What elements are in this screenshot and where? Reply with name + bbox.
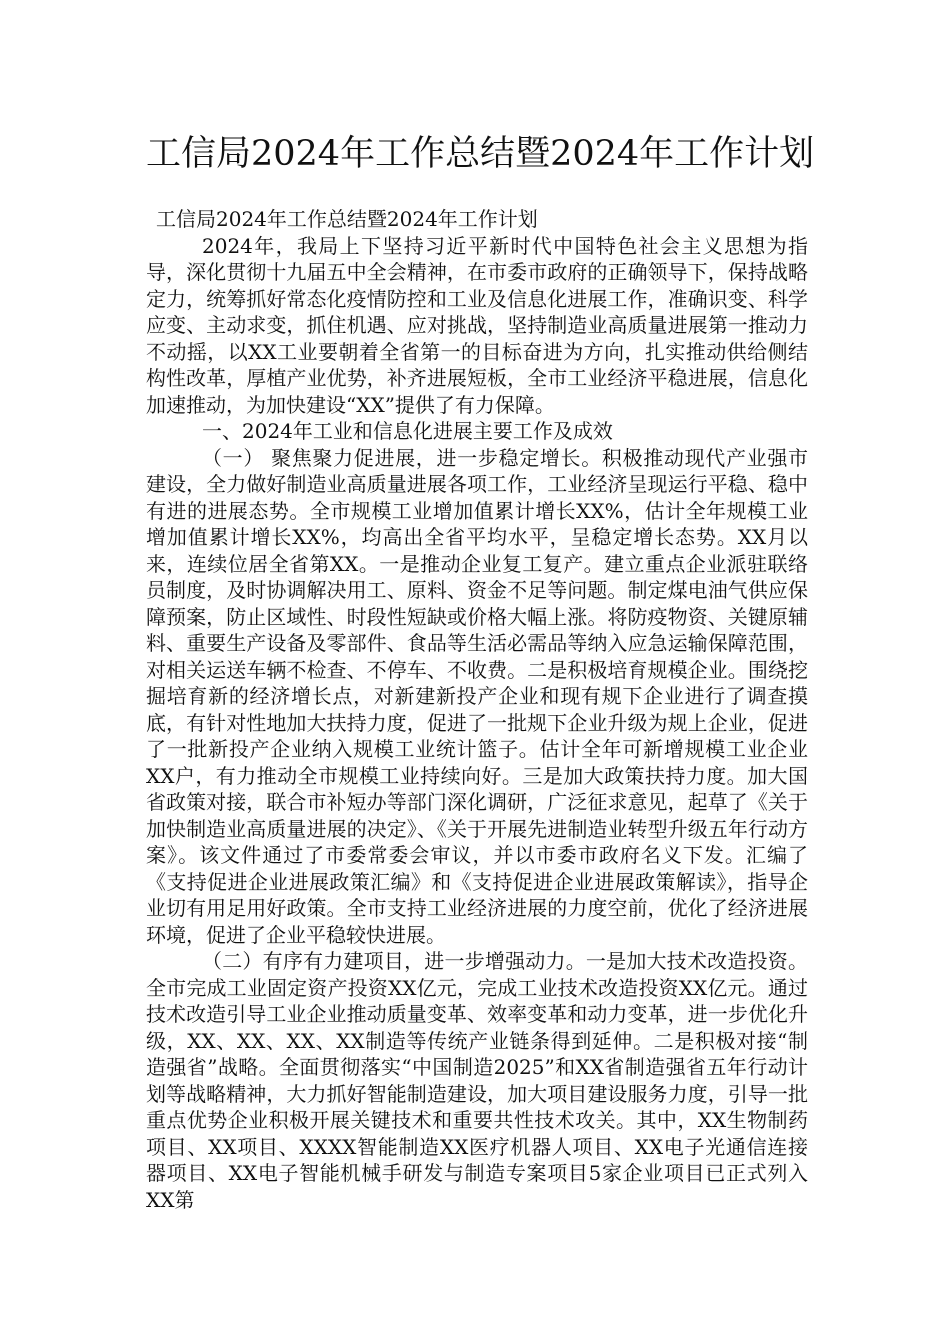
document-title: 工信局2024年工作总结暨2024年工作计划 [146,134,815,174]
intro-paragraph: 2024年，我局上下坚持习近平新时代中国特色社会主义思想为指导，深化贯彻十九届五中全会精神，在市委市政府的正确领导下，保持战略定力，统筹抓好常态化疫情防控和工业及信息化进展工作，准确识变、科学应变、主动求变，抓住机遇、应对挑战，坚持制造业高质量进展第一推动力不动摇，以XX工业要朝着全省第一的目标奋进为方向，扎实推动供给侧结构性改革，厚植产业优势，补齐进展短板，全市工业经济平稳进展，信息化加速推动，为加快建设“XX”提供了有力保障。 [146,233,808,417]
document-body [146,206,808,1213]
body-heading: 工信局2024年工作总结暨2024年工作计划 [156,207,538,231]
section-heading-1: 一、2024年工业和信息化进展主要工作及成效 [202,419,613,443]
paragraph-part-2: （二）有序有力建项目，进一步增强动力。一是加大技术改造投资。全市完成工业固定资产投资XX亿元，完成工业技术改造投资XX亿元。通过技术改造引导工业企业推动质量变革、效率变革和动力变革，进一步优化升级，XX、XX、XX、XX制造等传统产业链条得到延伸。二是积极对接“制造强省”战略。全面贯彻落实“中国制造2025”和XX省制造强省五年行动计划等战略精神，大力抓好智能制造建设，加大项目建设服务力度，引导一批重点优势企业积极开展关键技术和重要共性技术攻关。其中，XX生物制药项目、XX项目、XXXX智能制造XX医疗机器人项目、XX电子光通信连接器项目、XX电子智能机械手研发与制造专案项目5家企业项目已正式列入XX第 [146,949,808,1212]
paragraph-part-1: （一） 聚焦聚力促进展，进一步稳定增长。积极推动现代产业强市建设，全力做好制造业高质量进展各项工作，工业经济呈现运行平稳、稳中有进的进展态势。全市规模工业增加值累计增长XX%，估计全年规模工业增加值累计增长XX%，均高出全省平均水平，呈稳定增长态势。XX月以来，连续位居全省第XX。一是推动企业复工复产。建立重点企业派驻联络员制度，及时协调解决用工、原料、资金不足等问题。制定煤电油气供应保障预案，防止区域性、时段性短缺或价格大幅上涨。将防疫物资、关键原辅料、重要生产设备及零部件、食品等生活必需品等纳入应急运输保障范围，对相关运送车辆不检查、不停车、不收费。二是积极培育规模企业。围绕挖掘培育新的经济增长点，对新建新投产企业和现有规下企业进行了调查摸底，有针对性地加大扶持力度，促进了一批规下企业升级为规上企业，促进了一批新投产企业纳入规模工业统计篮子。估计全年可新增规模工业企业XX户，有力推动全市规模工业持续向好。三是加大政策扶持力度。加大国省政策对接，联合市补短办等部门深化调研，广泛征求意见，起草了《关于加快制造业高质量进展的决定》、《关于开展先进制造业转型升级五年行动方案》。该文件通过了市委常委会审议，并以市委市政府名义下发。汇编了《支持促进企业进展政策汇编》和《支持促进企业进展政策解读》，指导企业切有用足用好政策。全市支持工业经济进展的力度空前，优化了经济进展环境，促进了企业平稳较快进展。 [146,445,808,947]
